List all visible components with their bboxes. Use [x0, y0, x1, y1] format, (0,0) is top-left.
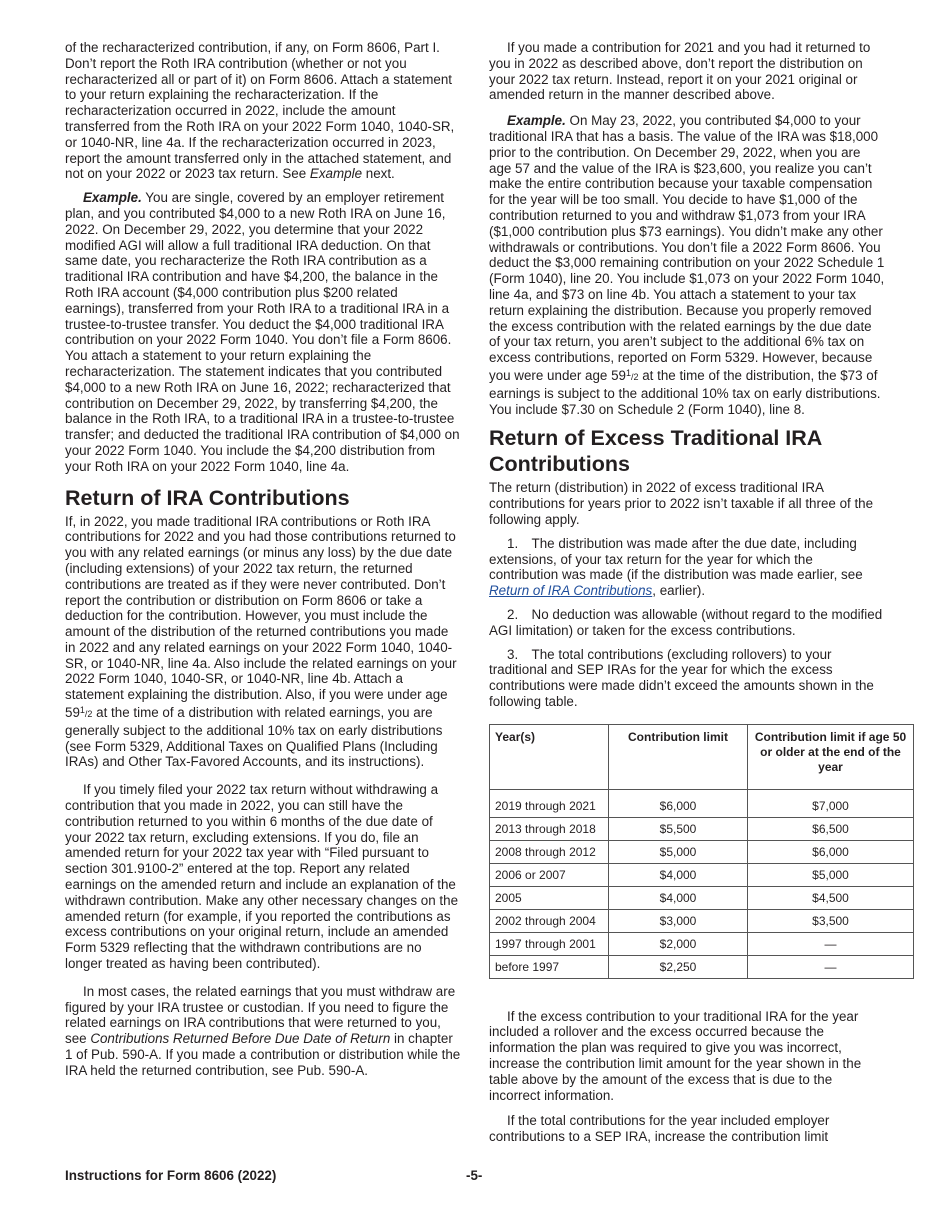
- header-contribution-limit-age-50: Contribution limit if age 50 or older at the end of the year: [748, 724, 914, 789]
- contribution-limits-table: [489, 724, 914, 979]
- example-reference: Example: [309, 166, 363, 182]
- publication-reference: Contributions Returned Before Due Date of Return: [90, 1031, 391, 1047]
- table-row: 2019 through 2021 $6,000 $7,000: [490, 789, 914, 817]
- condition-item-3: 3. The total contributions (excluding rollovers) to your traditional and SEP IRAs for the year for which the excess contributions were made didn’t exceed the amounts shown in the following table.: [489, 646, 874, 709]
- example-label: Example.: [507, 113, 566, 129]
- table-row: 1997 through 2001 $2,000 —: [490, 932, 914, 955]
- right-column: [489, 40, 907, 1153]
- footer-title: Instructions for Form 8606 (2022): [65, 1168, 277, 1183]
- paragraph-sep-ira: If the total contributions for the year included employer contributions to a SEP IRA, increase the contribution limit: [489, 1113, 830, 1145]
- table-row: 2006 or 2007 $4,000 $5,000: [490, 863, 914, 886]
- paragraph-timely-filed: If you timely filed your 2022 tax return without withdrawing a contribution that you made in 2022, you can still have the contribution returned to you within 6 months of the due date of your 2022 tax return, excluding extensions. If you do, file an amended return for your 2022 tax year with “Filed pursuant to section 301.9100-2” entered at the top. Report any related earnings on the amended return and include an explanation of the withdrawn contribution. Make any other necessary changes on the amended return (for example, if you reported the contributions as excess contributions on your original return, include an amended Form 5329 reflecting that the withdrawn contributions are no longer treated as having been contributed).: [65, 782, 459, 972]
- left-column: [65, 40, 461, 1087]
- paragraph-related-earnings: In most cases, the related earnings that you must withdraw are figured by your IRA trustee or custodian. If you need to figure the related earnings on IRA contributions that were returned to you, see Contributions Returned Before Due Date of Return in chapter 1 of Pub. 590-A. If you made a contribution or distribution while the IRA held the returned contribution, see Pub. 590-A.: [65, 983, 461, 1078]
- section-heading-return-of-excess-contributions: Return of Excess Traditional IRA Contributions: [489, 426, 822, 477]
- condition-item-2: 2. No deduction was allowable (without regard to the modified AGI limitation) or taken for the excess contributions.: [489, 606, 883, 638]
- table-row: 2013 through 2018 $5,500 $6,500: [490, 817, 914, 840]
- page-footer: [65, 1168, 885, 1183]
- link-return-of-ira-contributions[interactable]: Return of IRA Contributions: [489, 583, 653, 599]
- header-years: Year(s): [490, 724, 609, 789]
- table-row: 2008 through 2012 $5,000 $6,000: [490, 840, 914, 863]
- section-heading-return-of-ira-contributions: Return of IRA Contributions: [65, 485, 350, 510]
- table-row: 2002 through 2004 $3,000 $3,500: [490, 909, 914, 932]
- paragraph-2021-contribution: If you made a contribution for 2021 and you had it returned to you in 2022 as described above, don’t report the distribution on your 2022 tax return. Instead, report it on your 2021 original or amended return in the manner described above.: [489, 40, 871, 103]
- condition-item-1: 1. The distribution was made after the due date, including extensions, of your tax return for the year for which the contribution was made (if the distribution was made earlier, see Return of IRA Contributions, earlier).: [489, 535, 863, 599]
- paragraph-recharacterization-continued: of the recharacterized contribution, if any, on Form 8606, Part I. Don’t report the Roth IRA contribution (whether or not you recharacterized all or part of it) on Form 8606. Attach a statement to your return explaining the recharacterization. If the recharacterization occurred in 2022, include the amount transferred from the Roth IRA on your 2022 Form 1040, 1040-SR, or 1040-NR, line 4a. If the recharacterization occurred in 2023, report the amount transferred only in the attached statement, and not on your 2022 or 2023 tax return. See Example next.: [65, 40, 455, 182]
- table-header-row: [490, 724, 914, 789]
- paragraph-return-of-contributions: If, in 2022, you made traditional IRA contributions or Roth IRA contributions for 2022 and you had those contributions returned to you with any related earnings (or minus any loss) by the due date (including extensions) of your 2022 tax return, the returned contributions are treated as if they were never contributed. Don’t report the contribution or distribution on Form 8606 or take a deduction for the contribution. However, you must include the amount of the distribution of the returned contributions you made in 2022 and any related earnings on your 2022 Form 1040, 1040-SR, or 1040-NR, line 4a. Also include the related earnings on your 2022 Form 1040, 1040-SR, or 1040-NR, line 4b. Attach a statement explaining the distribution. Also, if you were under age $59^1/2$ at the time of a distribution with related earnings, you are generally subject to the additional 10% tax on early distributions (see Form 5329, Additional Taxes on Qualified Plans (Including IRAs) and Other Tax-Favored Accounts, and its instructions).: [65, 513, 457, 770]
- paragraph-excess-intro: The return (distribution) in 2022 of excess traditional IRA contributions for years prior to 2022 isn’t taxable if all three of the following apply.: [489, 480, 874, 527]
- page-number: -5-: [466, 1168, 483, 1183]
- header-contribution-limit: Contribution limit: [609, 724, 748, 789]
- example-returned-contribution: Example. On May 23, 2022, you contributed $4,000 to your traditional IRA that has a basis. The value of the IRA was $18,000 prior to the contribution. On December 29, 2022, when you are age 57 and the value of the IRA is $23,600, you realize you can’t make the entire contribution because your taxable compensation for the year will be too small. You decide to have $1,000 of the contribution returned to you and withdraw $1,073 from your IRA ($1,000 contribution plus $73 earnings). You didn’t make any other withdrawals or contributions. You don’t file a 2022 Form 8606. You deduct the $3,000 remaining contribution on your 2022 Schedule 1 (Form 1040), line 20. You include $1,073 on your 2022 Form 1040, line 4a, and $73 on line 4b. You attach a statement to your tax return explaining the distribution. Because you properly removed the excess contribution with the related earnings by the due date of your tax return, you aren’t subject to the additional 6% tax on excess contributions, reported on Form 5329. However, because you were under age $59^1/2$ at the time of the distribution, the $73 of earnings is subject to the additional 10% tax on early distributions. You include $7.30 on Schedule 2 (Form 1040), line 8.: [489, 113, 885, 417]
- example-label: Example.: [83, 190, 142, 206]
- example-roth-recharacterization: Example. You are single, covered by an employer retirement plan, and you contributed $4,000 to a new Roth IRA on June 16, 2022. On December 29, 2022, you determine that your 2022 modified AGI will allow a full traditional IRA deduction. On that same date, you recharacterize the Roth IRA contribution as a traditional IRA contribution and have $4,200, the balance in the Roth IRA account ($4,000 contribution plus $200 related earnings), transferred from your Roth IRA to a traditional IRA in a trustee-to-trustee transfer. You deduct the $4,000 traditional IRA contribution on your 2022 Form 1040. You don’t file a Form 8606. You attach a statement to your return explaining the recharacterization. The statement indicates that you contributed $4,000 to a new Roth IRA on June 16, 2022; recharacterized that contribution on December 29, 2022, by transferring $4,200, the balance in the Roth IRA, to a traditional IRA in a trustee-to-trustee transfer; and deducted the traditional IRA contribution of $4,000 on your 2022 Form 1040. You include the $4,200 distribution from your Roth IRA on your 2022 Form 1040, line 4a.: [65, 190, 460, 474]
- paragraph-rollover-excess: If the excess contribution to your traditional IRA for the year included a rollover and the excess occurred because the information the plan was required to give you was incorrect, increase the contribution limit amount for the year shown in the table above by the amount of the excess that is due to the incorrect information.: [489, 1008, 862, 1103]
- table-row: 2005 $4,000 $4,500: [490, 886, 914, 909]
- table-row: before 1997 $2,250 —: [490, 955, 914, 978]
